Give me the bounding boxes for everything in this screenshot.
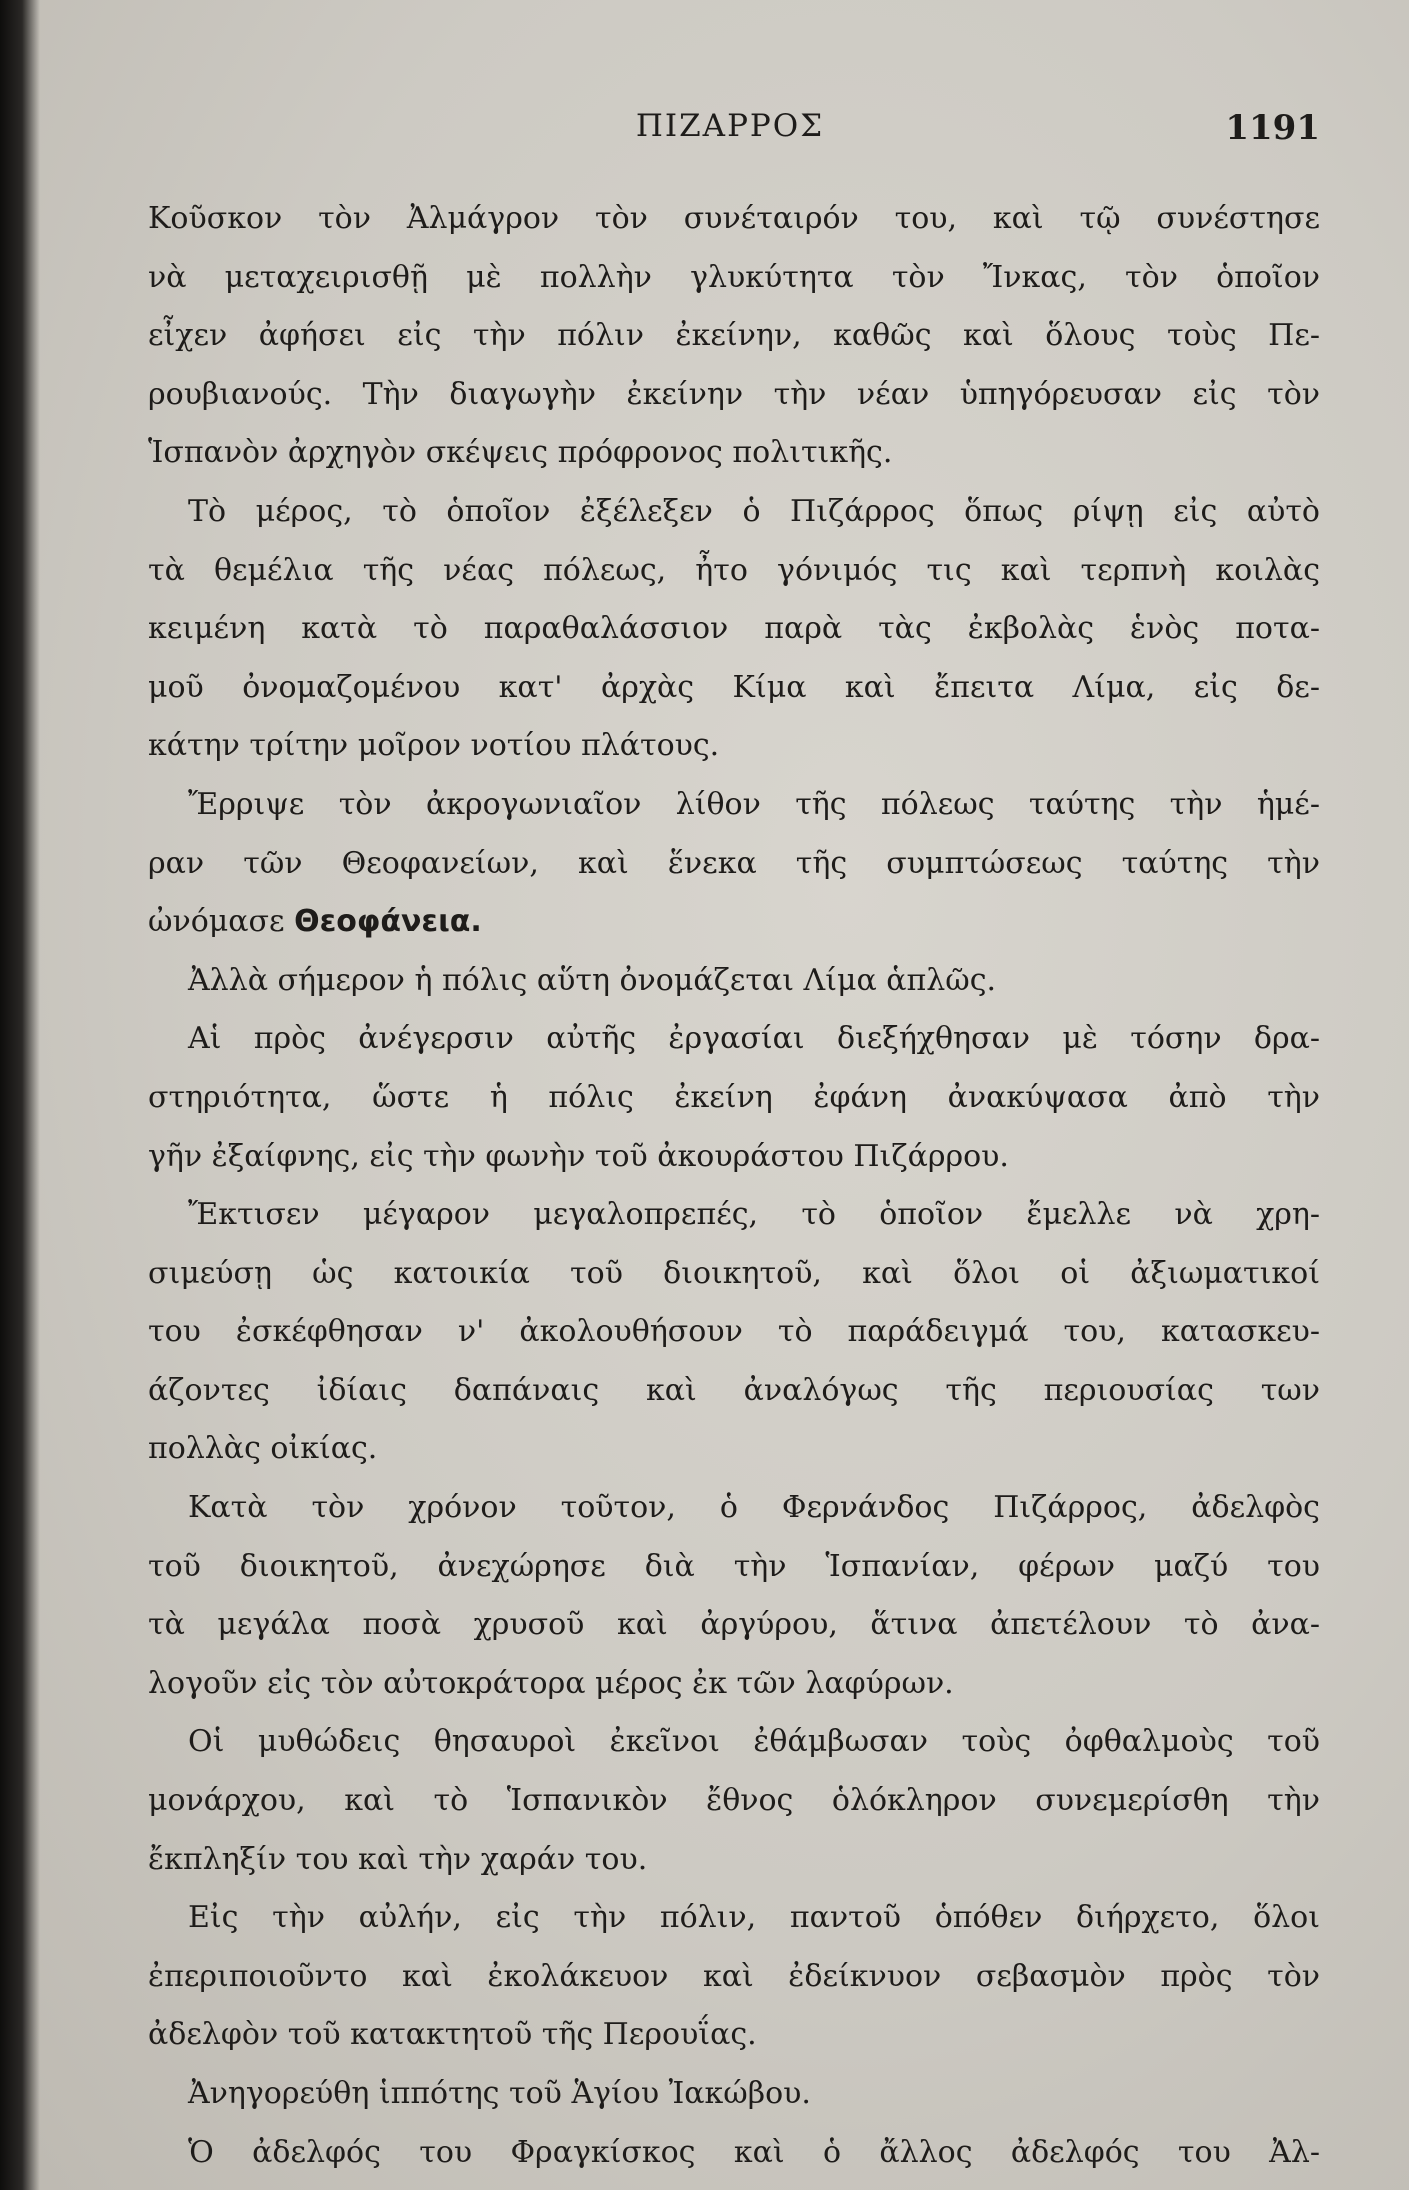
text-line: Ἔκτισεν μέγαρον μεγαλοπρεπές, τὸ ὁποῖον ἔμελλε νὰ χρη- <box>188 1197 1320 1233</box>
text-line: εἶχεν ἀφήσει εἰς τὴν πόλιν ἐκείνην, καθῶς καὶ ὅλους τοὺς Πε- <box>148 318 1320 354</box>
text-line: σιμεύσῃ ὡς κατοικία τοῦ διοικητοῦ, καὶ ὅλοι οἱ ἀξιωματικοί <box>148 1255 1320 1291</box>
text-line: Ἀνηγορεύθη ἱππότης τοῦ Ἁγίου Ἰακώβου. <box>188 2076 811 2111</box>
text-line: Ἀλλὰ σήμερον ἡ πόλις αὕτη ὀνομάζεται Λίμα ἁπλῶς. <box>188 962 997 998</box>
text-line: λογοῦν εἰς τὸν αὐτοκράτορα μέρος ἐκ τῶν λαφύρων. <box>148 1665 954 1701</box>
binding-shadow <box>0 0 40 2190</box>
text-line: τὰ θεμέλια τῆς νέας πόλεως, ἦτο γόνιμός τις καὶ τερπνὴ κοιλὰς <box>148 552 1320 588</box>
text-line: μοῦ ὀνομαζομένου κατ' ἀρχὰς Κίμα καὶ ἔπειτα Λίμα, εἰς δε- <box>148 669 1320 705</box>
text-line: Εἰς τὴν αὐλήν, εἰς τὴν πόλιν, παντοῦ ὁπόθεν διήρχετο, ὅλοι <box>188 1900 1320 1936</box>
text-line: Αἱ πρὸς ἀνέγερσιν αὐτῆς ἐργασίαι διεξήχθησαν μὲ τόσην δρα- <box>188 1021 1320 1057</box>
text-line: μονάρχου, καὶ τὸ Ἱσπανικὸν ἔθνος ὁλόκληρον συνεμερίσθη τὴν <box>148 1783 1320 1819</box>
text-line: άζοντες ἰδίαις δαπάναις καὶ ἀναλόγως τῆς περιουσίας των <box>148 1372 1320 1408</box>
text-line: Ὁ ἀδελφός του Φραγκίσκος καὶ ὁ ἄλλος ἀδελφός του Ἀλ- <box>188 2134 1320 2170</box>
text-line: κειμένη κατὰ τὸ παραθαλάσσιον παρὰ τὰς ἐκβολὰς ἑνὸς ποτα- <box>148 611 1320 647</box>
page-number: 1191 <box>1225 108 1320 148</box>
text-line: τοῦ διοικητοῦ, ἀνεχώρησε διὰ τὴν Ἱσπανίαν, φέρων μαζύ του <box>148 1548 1320 1584</box>
text-line: ραν τῶν Θεοφανείων, καὶ ἕνεκα τῆς συμπτώσεως ταύτης τὴν <box>148 845 1320 881</box>
text-line: ρουβιανούς. Τὴν διαγωγὴν ἐκείνην τὴν νέαν ὑπηγόρευσαν εἰς τὸν <box>148 376 1320 412</box>
text-line: Ἔρριψε τὸν ἀκρογωνιαῖον λίθον τῆς πόλεως ταύτης τὴν ἡμέ- <box>188 786 1320 822</box>
text-line: Κατὰ τὸν χρόνον τοῦτον, ὁ Φερνάνδος Πιζάρρος, ἀδελφὸς <box>188 1490 1320 1526</box>
text-line <box>148 893 1320 952</box>
text-line: του ἐσκέφθησαν ν' ἀκολουθήσουν τὸ παράδειγμά του, κατασκευ- <box>148 1314 1320 1350</box>
text-line: Κοῦσκον τὸν Ἀλμάγρον τὸν συνέταιρόν του, καὶ τῷ συνέστησε <box>148 201 1320 236</box>
text-line: ἀδελφὸν τοῦ κατακτητοῦ τῆς Περουΐας. <box>148 2017 757 2053</box>
text-line: νὰ μεταχειρισθῇ μὲ πολλὴν γλυκύτητα τὸν Ἴνκας, τὸν ὁποῖον <box>148 259 1320 295</box>
emphasized-word: Θεοφάνεια. <box>294 904 482 940</box>
text-line: Τὸ μέρος, τὸ ὁποῖον ἐξέλεξεν ὁ Πιζάρρος ὅπως ρίψῃ εἰς αὐτὸ <box>188 493 1320 529</box>
text-line: κάτην τρίτην μοῖρον νοτίου πλάτους. <box>148 728 720 764</box>
body-text <box>148 190 1320 2182</box>
text-line: στηριότητα, ὥστε ἡ πόλις ἐκείνη ἐφάνη ἀνακύψασα ἀπὸ τὴν <box>148 1079 1320 1115</box>
text-line: ἔκπληξίν του καὶ τὴν χαράν του. <box>148 1841 648 1877</box>
running-title: ΠΙΖΑΡΡΟΣ <box>635 108 825 144</box>
text-line: Οἱ μυθώδεις θησαυροὶ ἐκεῖνοι ἐθάμβωσαν τοὺς ὀφθαλμοὺς τοῦ <box>188 1724 1320 1760</box>
text-fragment: ὠνόμασε <box>148 904 285 940</box>
text-line: πολλὰς οἰκίας. <box>148 1431 378 1467</box>
page-header <box>140 108 1320 158</box>
text-line: τὰ μεγάλα ποσὰ χρυσοῦ καὶ ἀργύρου, ἅτινα ἀπετέλουν τὸ ἀνα- <box>148 1607 1320 1643</box>
text-line: Ἱσπανὸν ἀρχηγὸν σκέψεις πρόφρονος πολιτικῆς. <box>148 435 893 471</box>
text-line: ἐπεριποιοῦντο καὶ ἐκολάκευον καὶ ἐδείκνυον σεβασμὸν πρὸς τὸν <box>148 1958 1320 1994</box>
text-line: γῆν ἐξαίφνης, εἰς τὴν φωνὴν τοῦ ἀκουράστου Πιζάρρου. <box>148 1138 1009 1174</box>
